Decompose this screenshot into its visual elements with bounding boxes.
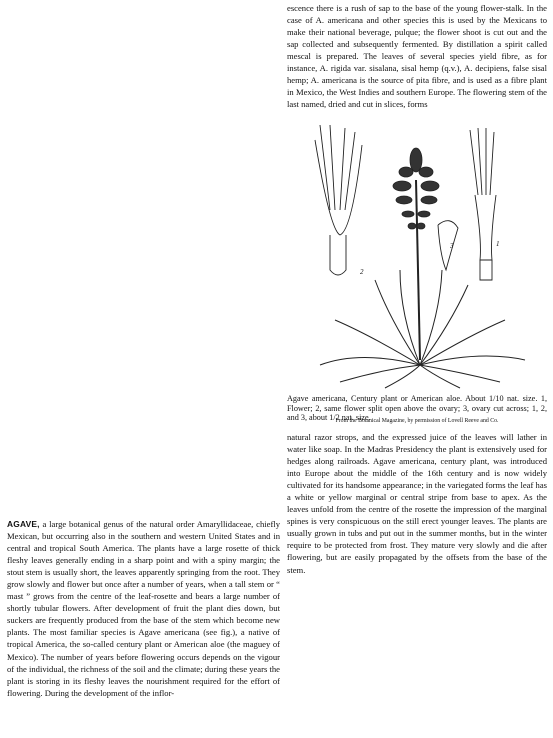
figure-caption: Agave americana, Century plant or American aloe. About 1/10 nat. size. 1, Flower; 2, same flower split open above the ovary; 3, ovary cut across; 1, 2, and 3, about 1/2 nat. size. (287, 394, 547, 423)
right-column-top-text (287, 2, 547, 110)
agave-entry (7, 518, 280, 699)
figure-label-3: 3 (450, 242, 454, 250)
entry-headword: AGAVE, (7, 519, 40, 529)
figure-label-2: 2 (360, 268, 364, 276)
right-top-paragraph: escence there is a rush of sap to the base of the young flower-stalk. In the case of A. americana and other species this is used by the Mexicans to make their national beverage, pulque; the flower shoot is cut out and the sap collected and subsequently fermented. By distillation a spirit called mescal is prepared. The leaves of several species yield fibre, as for instance, A. rigida var. sisalana, sisal hemp (q.v.), A. decipiens, false sisal hemp; A. americana is the source of pita fibre, and is used as a fibre plant in Mexico, the West Indies and southern Europe. The flowering stem of the last named, dried and cut in slices, forms (287, 3, 547, 110)
agave-plant-drawing (300, 120, 540, 390)
right-mid-paragraph: natural razor strops, and the expressed juice of the leaves will lather in water like soap. In the Madras Presidency the plant is extensively used for hedges along railroads. Agave americana, century plant, was introduced into Europe about the middle of the 16th century and is now widely cultivated for its handsome appearance; in the variegated forms the leaf has a white or yellow marginal or central stripe from base to apex. As the leaves unfold from the centre of the rosette the impression of the marginal spines is very conspicuous on the still erect younger leaves. The plants are usually grown in tubs and put out in the summer months, but in the winter require to be protected from frost. They mature very slowly and die after flowering, but are easily propagated by the offsets from the base of the stem. (287, 432, 547, 575)
figure-credit: From the Botanical Magazine, by permission of Lovell Reeve and Co. (335, 418, 499, 424)
figure-label-1: 1 (496, 240, 500, 248)
left-column-text (7, 518, 280, 699)
entry-body: a large botanical genus of the natural order Amaryllidaceae, chiefly Mexican, but occurring also in the southern and western United States and in central and tropical South America. The plants have a large rosette of thick fleshy leaves generally ending in a sharp point and with a spiny margin; the stout stem is usually short, the leaves apparently springing from the root. They grow slowly and flower but once after a number of years, when a tall stem or “ mast ” grows from the centre of the leaf-rosette and bears a large number of shortly tubular flowers. After development of fruit the plant dies down, but suckers are frequently produced from the base of the stem which become new plants. The most familiar species is Agave americana (see fig.), a native of tropical America, the so-called century plant or American aloe (the maguey of Mexico). The number of years before flowering occurs depends on the vigour of the individual, the richness of the soil and the climate; during these years the plant is storing in its fleshy leaves the nourishment required for the effort of flowering. During the development of the inflor- (7, 519, 280, 698)
agave-illustration (300, 120, 540, 390)
right-column-middle-text (287, 431, 547, 576)
